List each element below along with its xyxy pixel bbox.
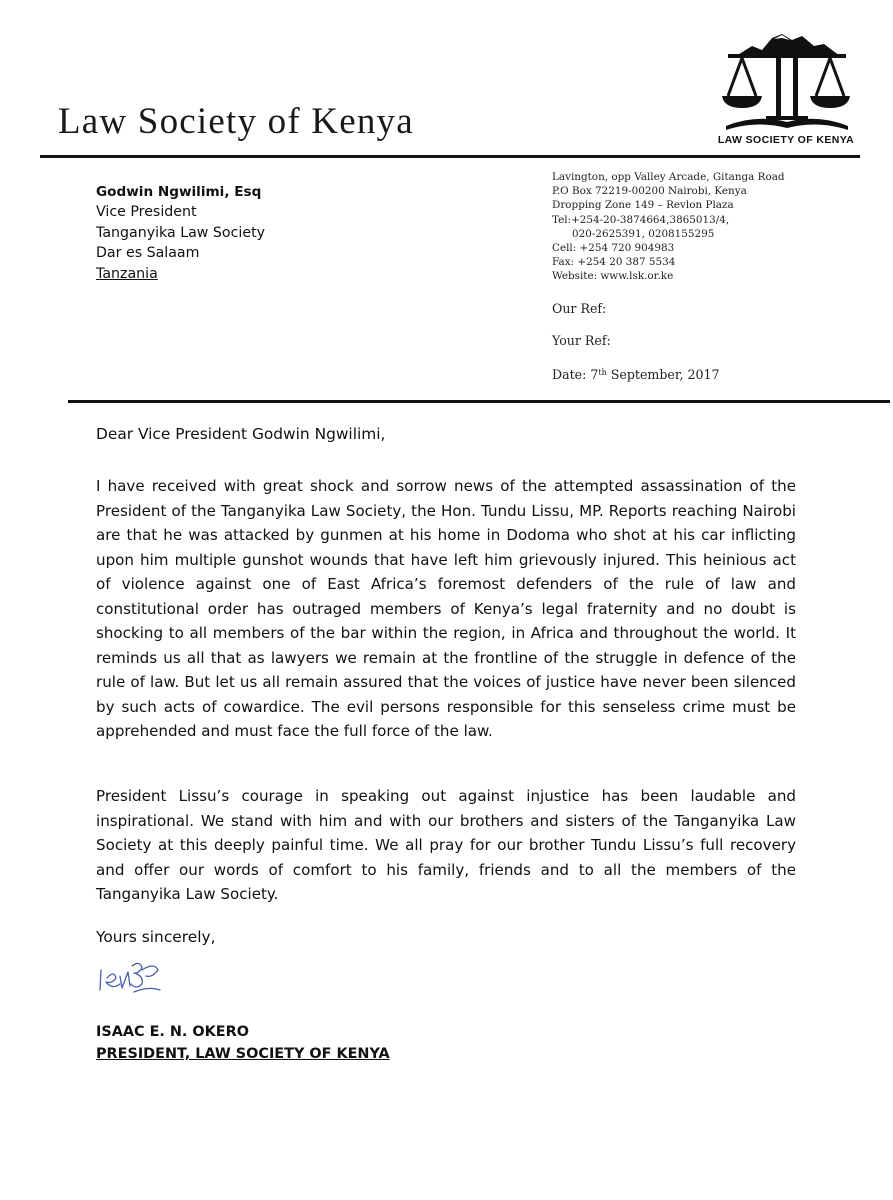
body-paragraph: I have received with great shock and sorrow news of the attempted assassination of the President of the Tanganyika Law Society, the Hon. Tundu Lissu, MP. Reports reaching Nairobi are that he was attacked by gunmen at his home in Dodoma who shot at his car inflicting upon him multiple gunshot wounds that have left him grievously injured. This heinious act of violence against one of East Africa’s foremost defenders of the rule of law and constitutional order has outraged members of Kenya’s legal fraternity and no doubt is shocking to all members of the bar within the region, in Africa and throughout the world. It reminds us all that as lawyers we remain at the frontline of the struggle in defence of the rule of law. But let us all remain assured that the voices of justice have never been silenced by such acts of cowardice. The evil persons responsible for this senseless crime must be apprehended and must face the full force of the law. <box>96 477 796 740</box>
letter-date <box>552 367 720 382</box>
recipient-city: Dar es Salaam <box>96 245 200 262</box>
date-prefix: Date: 7 <box>552 367 599 382</box>
address-line: Tel:+254-20-3874664,3865013/4, <box>552 213 730 226</box>
salutation: Dear Vice President Godwin Ngwilimi, <box>96 425 386 443</box>
recipient-organization: Tanganyika Law Society <box>96 224 266 241</box>
recipient-name: Godwin Ngwilimi, Esq <box>96 184 262 200</box>
logo-caption: LAW SOCIETY OF KENYA <box>717 134 855 146</box>
recipient-title: Vice President <box>96 204 197 221</box>
signatory-title: PRESIDENT, LAW SOCIETY OF KENYA <box>96 1046 390 1062</box>
address-line: Dropping Zone 149 – Revlon Plaza <box>552 199 734 212</box>
body-divider <box>68 400 890 403</box>
signatory-name: ISAAC E. N. OKERO <box>96 1024 249 1040</box>
address-line: Fax: +254 20 387 5534 <box>552 256 676 269</box>
date-suffix: September, 2017 <box>606 367 720 382</box>
your-ref: Your Ref: <box>552 333 611 348</box>
address-line: P.O Box 72219-00200 Nairobi, Kenya <box>552 185 747 198</box>
law-society-logo <box>706 30 866 156</box>
handwritten-signature <box>98 956 170 996</box>
letterhead-title: Law Society of Kenya <box>58 101 414 142</box>
body-paragraph: President Lissu’s courage in speaking out against injustice has been laudable and inspirational. We stand with him and with our brothers and sisters of the Tanganyika Law Society at this deeply painful time. We all pray for our brother Tundu Lissu’s full recovery and offer our words of comfort to his family, friends and to all the members of the Tanganyika Law Society. <box>96 787 796 903</box>
address-line: Lavington, opp Valley Arcade, Gitanga Road <box>552 171 785 183</box>
recipient-country: Tanzania <box>96 265 158 282</box>
header-divider <box>40 155 860 158</box>
our-ref: Our Ref: <box>552 301 607 316</box>
scales-of-justice-icon <box>706 30 866 134</box>
address-line: 020-2625391, 0208155295 <box>572 227 715 240</box>
date-ordinal: th <box>598 368 607 377</box>
address-line: Website: www.lsk.or.ke <box>552 270 674 283</box>
recipient-block <box>96 182 265 284</box>
sender-address <box>552 170 785 284</box>
closing: Yours sincerely, <box>96 928 216 946</box>
address-line: Cell: +254 720 904983 <box>552 242 675 255</box>
